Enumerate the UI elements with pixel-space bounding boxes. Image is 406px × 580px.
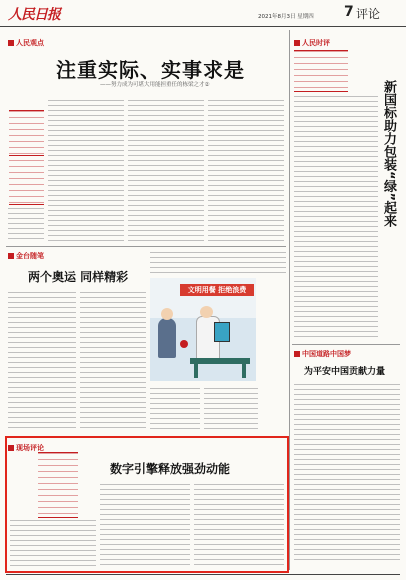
article-column [8,292,76,432]
section-divider [6,246,286,247]
pull-quote-box-2 [9,160,44,205]
pull-quote-box-1 [9,110,44,156]
olympic-headline: 两个奥运 同样精彩 [28,270,129,284]
article-column [150,388,200,432]
cartoon-illustration [150,278,256,381]
issue-date: 2021年8月3日 星期四 [258,14,314,20]
footer-rule [6,574,400,575]
article-column [10,520,96,568]
article-column [294,384,400,560]
article-column [8,208,44,242]
article-column [80,292,146,432]
page-number: 7 [344,4,354,20]
article-column [204,388,258,432]
article-column [128,100,204,242]
section-tag-field-comment: 现场评论 [8,443,44,453]
page-section-name: 评论 [356,7,381,21]
masthead [0,0,406,27]
main-headline: 注重实际、实事求是 [56,58,245,82]
article-column [208,100,284,242]
section-divider [292,344,400,345]
security-headline: 为平安中国贡献力量 [304,367,386,377]
article-column [194,484,284,568]
section-tag-jintai: 金台随笔 [8,251,44,261]
right-vertical-headline: 新国标助力包装“绿”起来 [381,80,396,228]
illustration-banner: 文明用餐 拒绝浪费 [180,284,254,296]
section-tag-china-dream: 中国道路中国梦 [294,349,351,359]
pull-quote-box-4 [294,50,348,92]
newspaper-logo: 人民日报 [8,7,60,23]
section-tag-people-times: 人民时评 [294,38,330,48]
column-divider [289,30,290,570]
main-subheadline: ——努力成为可堪大用能担重任的栋梁之才② [100,82,210,88]
section-tag-people-view: 人民观点 [8,38,44,48]
digital-headline: 数字引擎释放强劲动能 [110,462,231,476]
article-column [100,484,190,568]
article-column [48,100,124,242]
pull-quote-box-3 [38,452,78,518]
article-column [294,96,378,340]
article-column [150,252,286,276]
